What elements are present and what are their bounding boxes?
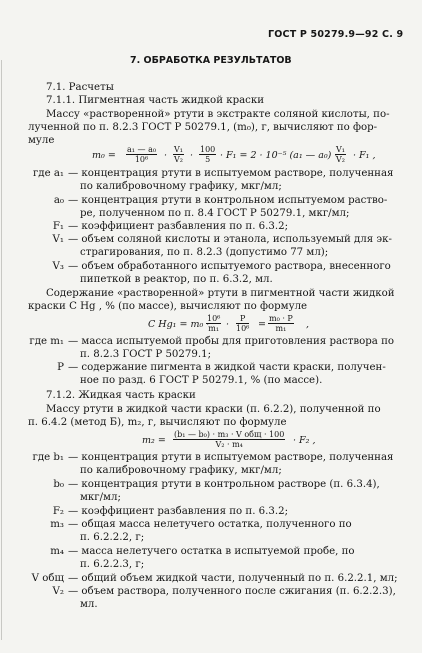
paragraph-line: лученной по п. 8.2.3 ГОСТ Р 50279.1, (m₀), г, вычисляют по фор-	[28, 122, 378, 133]
legend-symbol: F₁	[52, 221, 64, 232]
fraction	[268, 314, 294, 333]
legend-symbol: m₄	[50, 546, 64, 557]
legend-symbol: V₂	[52, 586, 64, 597]
fraction	[236, 314, 249, 333]
numerator: m₀ · P	[269, 314, 293, 323]
paragraph-line: краски C Hg , % (по массе), вычисляют по формуле	[28, 301, 308, 312]
legend-text: — концентрация ртути в контрольном растворе (п. 6.3.4),	[68, 479, 380, 490]
legend-text: пипеткой в реактор, по п. 6.3.2, мл.	[80, 274, 273, 285]
legend-symbol: P	[57, 362, 64, 373]
legend-text: — масса испытуемой пробы для приготовления раствора по	[68, 336, 395, 347]
legend-text: — объем раствора, полученного после сжигания (п. 6.2.2.3),	[68, 586, 396, 597]
denominator: V₂ · m₄	[215, 440, 243, 449]
fraction	[199, 145, 216, 164]
section-title: 7. ОБРАБОТКА РЕЗУЛЬТАТОВ	[130, 55, 292, 66]
paragraph-line: Массу ртути в жидкой части краски (п. 6.2.2), полученной по	[46, 404, 381, 415]
numerator: V₁	[336, 145, 345, 154]
denominator: V₂	[174, 155, 183, 164]
paragraph-line: Массу «растворенной» ртути в экстракте соляной кислоты, по-	[46, 109, 390, 120]
fraction	[206, 314, 221, 333]
legend-symbol: где m₁	[29, 336, 64, 347]
numerator: a₁ — a₀	[127, 145, 157, 154]
legend-symbol: где b₁	[32, 452, 64, 463]
legend-text: страгирования, по п. 8.2.3 (допустимо 77 мл);	[80, 247, 329, 258]
legend-text: ное по разд. 6 ГОСТ Р 50279.1, % (по массе).	[80, 375, 323, 386]
legend-text: по калибровочному графику, мкг/мл;	[80, 465, 282, 476]
formula-lhs: m₂ =	[142, 435, 166, 446]
legend-symbol: где a₁	[32, 168, 64, 179]
paragraph-line: муле	[28, 135, 55, 146]
legend-text: п. 6.2.2.3, г;	[80, 559, 145, 570]
page-edge-shadow	[1, 60, 2, 640]
formula-end: · F₂ ,	[293, 435, 316, 446]
denominator: 10⁶	[134, 155, 149, 164]
legend-text: по калибровочному графику, мкг/мл;	[80, 181, 282, 192]
denominator: 10⁶	[236, 324, 250, 333]
legend-text: п. 8.2.3 ГОСТ Р 50279.1;	[80, 349, 212, 360]
fraction	[335, 145, 346, 164]
operator: ·	[164, 150, 168, 161]
fraction	[173, 145, 184, 164]
legend-symbol: m₃	[50, 519, 64, 530]
legend-symbol: V общ	[31, 573, 64, 584]
subsection-7-1-1: 7.1.1. Пигментная часть жидкой краски	[46, 95, 265, 106]
legend-text: мкг/мл;	[80, 492, 121, 503]
paragraph-line: п. 6.4.2 (метод Б), m₂, г, вычисляют по формуле	[28, 417, 287, 428]
legend-text: — концентрация ртути в испытуемом растворе, полученная	[68, 168, 394, 179]
page-header: ГОСТ Р 50279.9—92 С. 9	[268, 29, 404, 40]
subsection-7-1-2: 7.1.2. Жидкая часть краски	[46, 390, 196, 401]
numerator: 10⁶	[207, 314, 221, 323]
fraction	[173, 430, 285, 449]
legend-text: — объем соляной кислоты и этанола, используемый для эк-	[68, 234, 392, 245]
formula-lhs: m₀ =	[92, 150, 116, 161]
subsection-7-1: 7.1. Расчеты	[46, 82, 114, 93]
denominator: 5	[205, 155, 211, 164]
legend-text: — масса нелетучего остатка в испытуемой пробе, по	[68, 546, 355, 557]
legend-text: ре, полученном по п. 8.4 ГОСТ Р 50279.1, мкг/мл;	[80, 208, 350, 219]
legend-text: — коэффициент разбавления по п. 6.3.2;	[68, 506, 289, 517]
formula-middle: · F₁ = 2 · 10⁻⁵ (a₁ — a₀) ·	[220, 150, 338, 161]
legend-symbol: V₁	[52, 234, 64, 245]
operator: ·	[226, 319, 230, 330]
legend-text: — общий объем жидкой части, полученный по п. 6.2.2.1, мл;	[68, 573, 398, 584]
operator: ·	[190, 150, 194, 161]
formula-lhs: C Hg₁ = m₀ ·	[148, 319, 210, 330]
legend-symbol: V₃	[52, 261, 64, 272]
legend-text: — объем обработанного испытуемого раствора, внесенного	[68, 261, 391, 272]
numerator: 100	[200, 145, 216, 154]
denominator: m₁	[275, 324, 287, 333]
legend-text: п. 6.2.2.2, г;	[80, 532, 145, 543]
denominator: m₁	[208, 324, 220, 333]
formula-end: ,	[306, 319, 310, 330]
numerator: (b₁ — b₀) · m₃ · V общ · 100	[174, 430, 285, 439]
legend-text: — коэффициент разбавления по п. 6.3.2;	[68, 221, 289, 232]
numerator: P	[236, 314, 249, 324]
legend-symbol: a₀	[53, 195, 64, 206]
formula-end: · F₁ ,	[353, 150, 376, 161]
legend-text: мл.	[80, 599, 98, 610]
legend-symbol: b₀	[53, 479, 64, 490]
fraction	[126, 145, 157, 164]
legend-text: — содержание пигмента в жидкой части краски, получен-	[68, 362, 386, 373]
paragraph-line: Содержание «растворенной» ртути в пигментной части жидкой	[46, 288, 395, 299]
legend-text: — общая масса нелетучего остатка, полученного по	[68, 519, 352, 530]
legend-text: — концентрация ртути в контрольном испытуемом раство-	[68, 195, 388, 206]
legend-text: — концентрация ртути в испытуемом растворе, полученная	[68, 452, 394, 463]
denominator: V₂	[336, 155, 345, 164]
legend-symbol: F₂	[52, 506, 64, 517]
operator: =	[258, 319, 266, 330]
numerator: V₁	[174, 145, 183, 154]
